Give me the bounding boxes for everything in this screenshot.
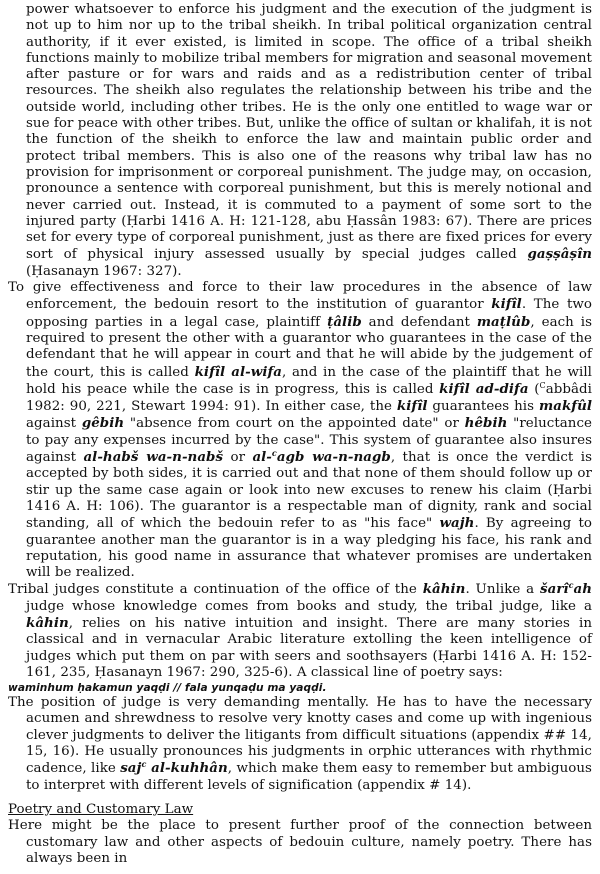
text-run: guarantees his	[427, 399, 539, 415]
text-run: , which make them easy to remember but ambiguous to interpret with different levels of signification (appendix # 14).	[26, 761, 592, 793]
paragraph-judge-position	[8, 695, 592, 794]
text-run: against	[26, 416, 82, 432]
text-run: judge whose knowledge comes from books and study, the tribal judge, like a	[26, 598, 592, 614]
term-al-agb	[252, 449, 390, 465]
ayn-superscript: c	[141, 759, 147, 770]
text-run: , and in the case of the plaintiff that he will hold his peace while the case is in progress, this is called	[26, 364, 592, 397]
paragraph-text: power whatsoever to enforce his judgment and the execution of the judgment is not up to him nor up to the tribal sheikh. In tribal political organization central authority, if it ever existed, is limited in scope. The office of a tribal sheikh functions mainly to mobilize tribal members for migration and seasonal movement after pasture or for wars and raids and as a redistribution center of tribal resources. The sheikh also regulates the relationship between his tribe and the outside world, including other tribes. He is the only one entitled to wage war or sue for peace with other tribes. But, unlike the office of sultan or khalifah, it is not the function of the sheikh to enforce the law and maintain public order and protect tribal members. This is also one of the reasons why tribal law has no provision for imprisonment or corporeal punishment. The judge may, on occasion, pronounce a sentence with corporeal punishment, but this is merely notional and never carried out. Instead, it is commuted to a payment of some sort to the injured party (Ḥarbi 1416 A. H: 121-128, abu Ḥassân 1983: 67). There are prices set for every type of corporeal punishment, just as there are fixed prices for every sort of physical injury assessed usually by special judges called	[26, 2, 592, 263]
poetry-verse: waminhum ḥakamun yaqḍi // fala yunqaḍu ma yaqḍi.	[8, 682, 327, 695]
term-part: ah	[573, 581, 592, 598]
term-wajh: wajh	[439, 515, 475, 532]
term-matlub: maṭlûb	[476, 313, 531, 330]
term-kifil-ad-difa: kifîl ad-difa	[439, 380, 529, 397]
term-gebih: gêbih	[81, 415, 125, 432]
paragraph-poetry-law: Here might be the place to present further proof of the connection between customary law and other aspects of bedouin culture, namely poetry. There has always been in	[8, 818, 592, 866]
term-part: agb wa-n-nagb	[276, 449, 391, 466]
ayn-superscript: C	[539, 380, 546, 390]
text-run: Tribal judges constitute a continuation of the office of the	[8, 582, 423, 598]
text-run: To give effectiveness and force to their law procedures in the absence of law enforcement, the bedouin resort to the institution of guarantor	[8, 280, 592, 313]
term-part: al-kuhhân	[146, 760, 228, 777]
term-kahin: kâhin	[26, 614, 69, 631]
text-run: abbâdi 1982: 90, 221, Stewart 1994: 91). In either case, the	[26, 381, 592, 415]
text-run: , relies on his native intuition and insight. There are many stories in classical and in vernacular Arabic literature extolling the keen intelligence of judges which put them on par with seers and soothsayers (Ḥarbi 1416 A. H: 152-161, 235, Ḥasanayn 1967: 290, 325-6). A classical line of poetry says:	[26, 615, 592, 680]
text-run: , each is required to present the other with a guarantor who guarantees in the case of the defendant that he will appear in court and that he will abide by the judgement of the court, this is called	[26, 314, 592, 380]
paragraph-guarantor	[8, 280, 592, 581]
ayn-superscript: c	[568, 580, 574, 591]
text-run: (	[528, 381, 540, 397]
section-heading: Poetry and Customary Law	[8, 801, 194, 817]
term-kahin: kâhin	[422, 581, 466, 598]
term-talib: ṭâlib	[327, 313, 362, 330]
text-run: "absence from court on the appointed date" or	[124, 416, 465, 432]
text-run: The position of judge is very demanding mentally. He has to have the necessary acumen and shrewdness to resolve very knotty cases and come up with ingenious clever judgments to deliver the litigants from difficult situations (appendix ## 14, 15, 16). He usually pronounces his judgments in orphic utterances with rhythmic cadence, like	[8, 695, 592, 777]
text-run: and defendant	[361, 314, 477, 330]
text-run: . By agreeing to guarantee another man the guarantor is in a way pledging his face, his rank and reputation, his good name in assurance that whatever promises are undertaken will be realized.	[26, 516, 592, 581]
term-kifil-al-wifa: kifîl al-wifa	[194, 363, 282, 380]
text-run: . The two opposing parties in a legal case, plaintiff	[26, 297, 592, 330]
term-part: al-	[252, 449, 272, 466]
term-sariah	[540, 581, 592, 597]
term-gassasin: gaṣṣâṣîn	[527, 246, 593, 263]
ayn-superscript: c	[271, 448, 277, 459]
term-al-habs: al-habš wa-n-nabš	[83, 449, 224, 466]
term-hebih: hêbih	[464, 415, 508, 432]
paragraph-text: (Ḥasanayn 1967: 327).	[26, 263, 182, 279]
paragraph-tribal-judges	[8, 581, 592, 681]
text-run: . Unlike a	[465, 582, 540, 598]
term-makful: makfûl	[539, 398, 593, 415]
term-kifil: kifîl	[491, 296, 522, 313]
term-part: saj	[120, 760, 142, 777]
text-run: , that is once the verdict is accepted by both sides, it is carried out and that none of them should follow up or stir up the same case again or look into new excuses to renew his claim (Ḥarbi 1416 A. H: 106). The guarantor is a respectable man of dignity, rank and social standing, all of which the bedouin refer to as "his face"	[26, 450, 592, 532]
term-part: šarî	[540, 581, 569, 598]
term-saj-al-kuhhan	[120, 760, 228, 776]
text-run: or	[223, 450, 253, 466]
term-kifil: kifîl	[396, 398, 428, 415]
paragraph-tribal-authority	[8, 2, 592, 280]
text-run: "reluctance to pay any expenses incurred by the case". This system of guarantee also insures against	[26, 416, 592, 466]
